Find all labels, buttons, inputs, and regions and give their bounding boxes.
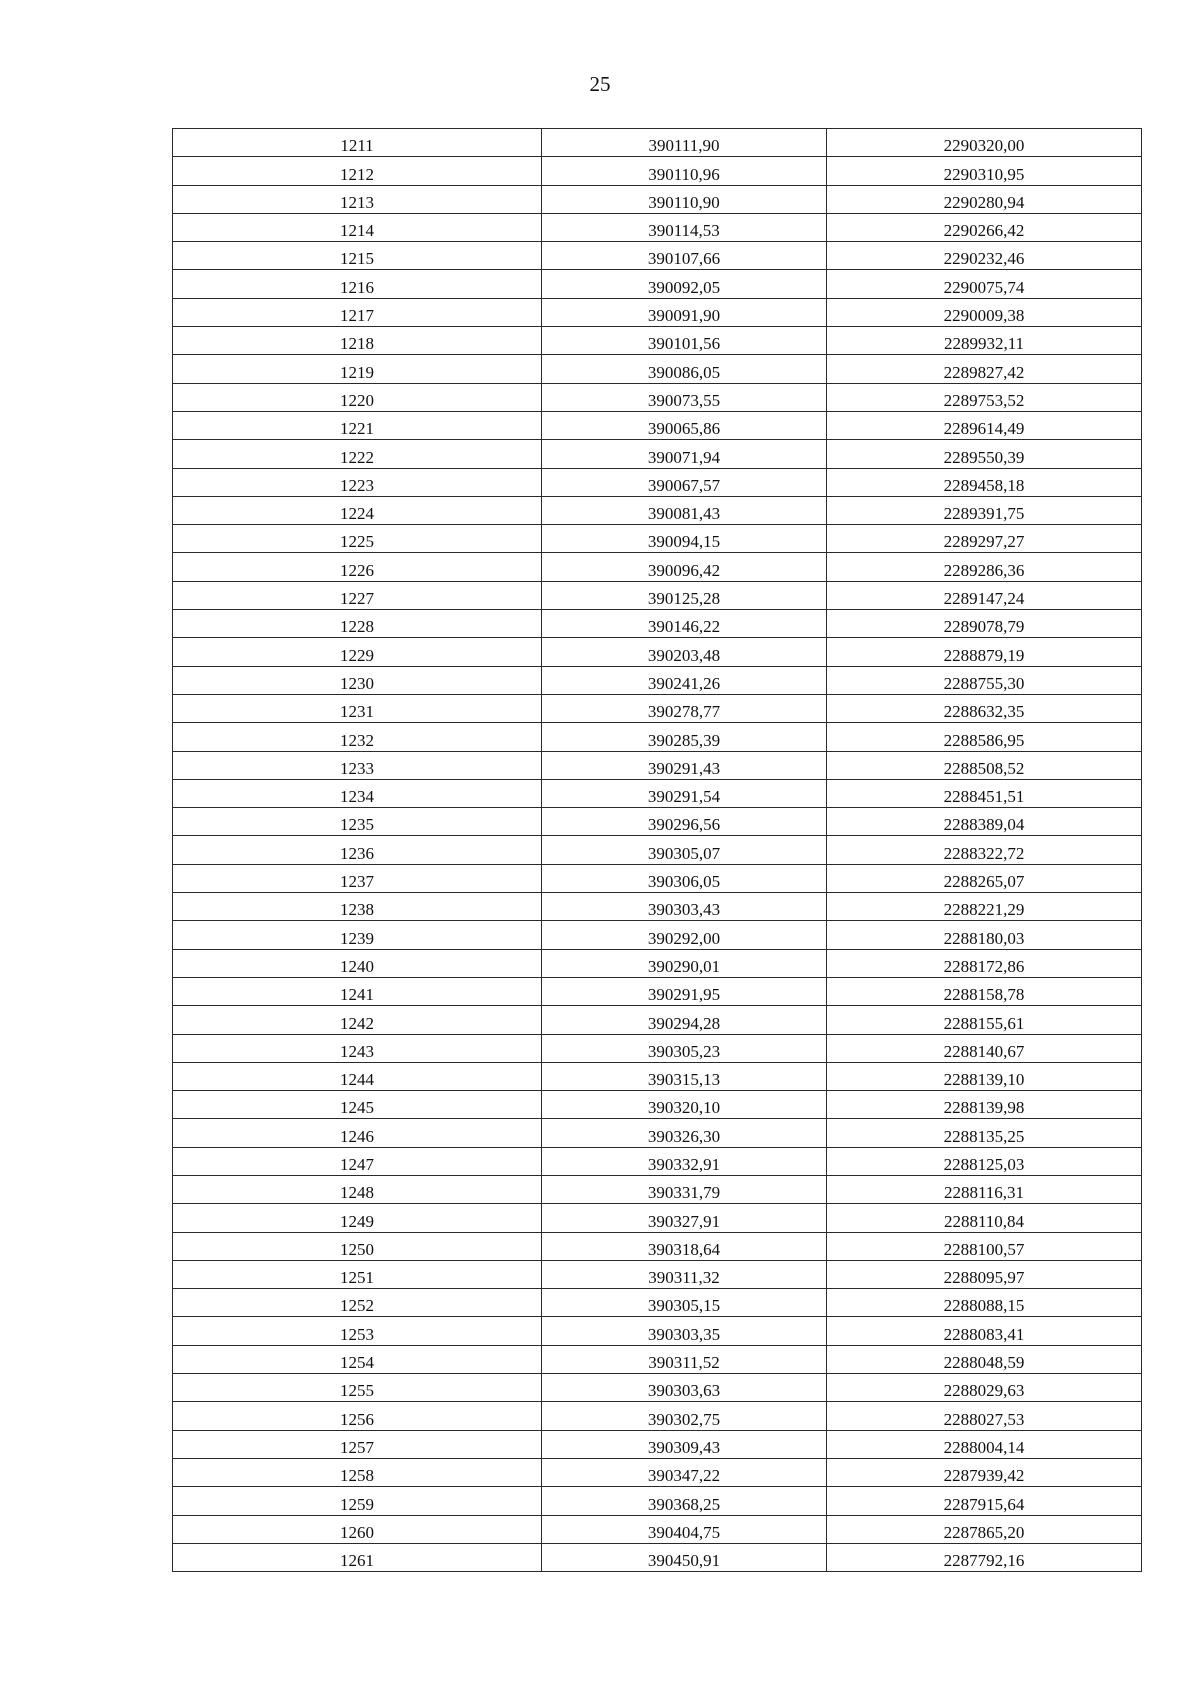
x-coordinate-cell: 390332,91 [542,1147,827,1175]
point-number-cell: 1260 [173,1515,542,1543]
x-coordinate-cell: 390318,64 [542,1232,827,1260]
x-coordinate-cell: 390302,75 [542,1402,827,1430]
point-number-cell: 1227 [173,581,542,609]
x-coordinate-cell: 390291,43 [542,751,827,779]
y-coordinate-cell: 2288029,63 [827,1374,1142,1402]
y-coordinate-cell: 2289827,42 [827,355,1142,383]
table-row [173,1034,1142,1062]
table-row [173,1374,1142,1402]
x-coordinate-cell: 390305,23 [542,1034,827,1062]
x-coordinate-cell: 390125,28 [542,581,827,609]
point-number-cell: 1250 [173,1232,542,1260]
y-coordinate-cell: 2288632,35 [827,694,1142,722]
x-coordinate-cell: 390278,77 [542,694,827,722]
y-coordinate-cell: 2290009,38 [827,298,1142,326]
x-coordinate-cell: 390081,43 [542,496,827,524]
point-number-cell: 1257 [173,1430,542,1458]
point-number-cell: 1224 [173,496,542,524]
y-coordinate-cell: 2288180,03 [827,921,1142,949]
y-coordinate-cell: 2287939,42 [827,1458,1142,1486]
table-row [173,270,1142,298]
table-row [173,525,1142,553]
y-coordinate-cell: 2288158,78 [827,977,1142,1005]
table-row [173,327,1142,355]
x-coordinate-cell: 390110,96 [542,157,827,185]
y-coordinate-cell: 2288125,03 [827,1147,1142,1175]
table-row [173,610,1142,638]
point-number-cell: 1232 [173,723,542,751]
table-row [173,977,1142,1005]
point-number-cell: 1258 [173,1458,542,1486]
table-row [173,383,1142,411]
y-coordinate-cell: 2289391,75 [827,496,1142,524]
x-coordinate-cell: 390309,43 [542,1430,827,1458]
table-row [173,751,1142,779]
page-number: 25 [589,72,611,96]
y-coordinate-cell: 2288083,41 [827,1317,1142,1345]
x-coordinate-cell: 390091,90 [542,298,827,326]
point-number-cell: 1239 [173,921,542,949]
table-row [173,1006,1142,1034]
table-row [173,921,1142,949]
y-coordinate-cell: 2290280,94 [827,185,1142,213]
point-number-cell: 1252 [173,1289,542,1317]
table-row [173,1430,1142,1458]
x-coordinate-cell: 390305,15 [542,1289,827,1317]
y-coordinate-cell: 2288755,30 [827,666,1142,694]
y-coordinate-cell: 2288172,86 [827,949,1142,977]
point-number-cell: 1244 [173,1062,542,1090]
y-coordinate-cell: 2289753,52 [827,383,1142,411]
table-row [173,129,1142,157]
table-row [173,864,1142,892]
x-coordinate-cell: 390303,43 [542,893,827,921]
table-row [173,411,1142,439]
y-coordinate-cell: 2287915,64 [827,1487,1142,1515]
x-coordinate-cell: 390327,91 [542,1204,827,1232]
table-row [173,638,1142,666]
x-coordinate-cell: 390450,91 [542,1543,827,1571]
point-number-cell: 1237 [173,864,542,892]
point-number-cell: 1246 [173,1119,542,1147]
y-coordinate-cell: 2289458,18 [827,468,1142,496]
table-row [173,355,1142,383]
y-coordinate-cell: 2288095,97 [827,1260,1142,1288]
table-row [173,893,1142,921]
table-row [173,1204,1142,1232]
y-coordinate-cell: 2288048,59 [827,1345,1142,1373]
x-coordinate-cell: 390290,01 [542,949,827,977]
table-row [173,185,1142,213]
x-coordinate-cell: 390086,05 [542,355,827,383]
point-number-cell: 1213 [173,185,542,213]
y-coordinate-cell: 2288221,29 [827,893,1142,921]
point-number-cell: 1255 [173,1374,542,1402]
point-number-cell: 1217 [173,298,542,326]
table-row [173,949,1142,977]
point-number-cell: 1253 [173,1317,542,1345]
table-row [173,1062,1142,1090]
table-row [173,468,1142,496]
table-row [173,1317,1142,1345]
y-coordinate-cell: 2290266,42 [827,213,1142,241]
point-number-cell: 1235 [173,808,542,836]
x-coordinate-cell: 390291,95 [542,977,827,1005]
coordinates-table [172,128,1142,1572]
table-row [173,723,1142,751]
x-coordinate-cell: 390294,28 [542,1006,827,1034]
y-coordinate-cell: 2288110,84 [827,1204,1142,1232]
x-coordinate-cell: 390291,54 [542,779,827,807]
table-row [173,808,1142,836]
point-number-cell: 1215 [173,242,542,270]
y-coordinate-cell: 2288265,07 [827,864,1142,892]
table-row [173,1147,1142,1175]
x-coordinate-cell: 390296,56 [542,808,827,836]
point-number-cell: 1218 [173,327,542,355]
y-coordinate-cell: 2288389,04 [827,808,1142,836]
x-coordinate-cell: 390292,00 [542,921,827,949]
y-coordinate-cell: 2289932,11 [827,327,1142,355]
point-number-cell: 1211 [173,129,542,157]
point-number-cell: 1249 [173,1204,542,1232]
y-coordinate-cell: 2288451,51 [827,779,1142,807]
x-coordinate-cell: 390311,52 [542,1345,827,1373]
table-row [173,298,1142,326]
table-row [173,581,1142,609]
x-coordinate-cell: 390110,90 [542,185,827,213]
point-number-cell: 1234 [173,779,542,807]
table-row [173,1345,1142,1373]
x-coordinate-cell: 390065,86 [542,411,827,439]
y-coordinate-cell: 2289550,39 [827,440,1142,468]
table-row [173,242,1142,270]
table-row [173,1119,1142,1147]
x-coordinate-cell: 390203,48 [542,638,827,666]
table-row [173,496,1142,524]
x-coordinate-cell: 390073,55 [542,383,827,411]
point-number-cell: 1219 [173,355,542,383]
table-row [173,1175,1142,1203]
y-coordinate-cell: 2289297,27 [827,525,1142,553]
point-number-cell: 1226 [173,553,542,581]
y-coordinate-cell: 2290320,00 [827,129,1142,157]
point-number-cell: 1243 [173,1034,542,1062]
table-row [173,1232,1142,1260]
table-row [173,1487,1142,1515]
y-coordinate-cell: 2290310,95 [827,157,1142,185]
y-coordinate-cell: 2288135,25 [827,1119,1142,1147]
y-coordinate-cell: 2288879,19 [827,638,1142,666]
table-row [173,213,1142,241]
point-number-cell: 1254 [173,1345,542,1373]
point-number-cell: 1214 [173,213,542,241]
point-number-cell: 1233 [173,751,542,779]
x-coordinate-cell: 390303,35 [542,1317,827,1345]
y-coordinate-cell: 2289614,49 [827,411,1142,439]
y-coordinate-cell: 2288004,14 [827,1430,1142,1458]
y-coordinate-cell: 2288508,52 [827,751,1142,779]
table-row [173,1289,1142,1317]
x-coordinate-cell: 390326,30 [542,1119,827,1147]
x-coordinate-cell: 390107,66 [542,242,827,270]
y-coordinate-cell: 2289147,24 [827,581,1142,609]
y-coordinate-cell: 2288027,53 [827,1402,1142,1430]
y-coordinate-cell: 2290232,46 [827,242,1142,270]
x-coordinate-cell: 390094,15 [542,525,827,553]
table-row [173,694,1142,722]
table-row [173,1260,1142,1288]
point-number-cell: 1212 [173,157,542,185]
x-coordinate-cell: 390146,22 [542,610,827,638]
point-number-cell: 1241 [173,977,542,1005]
table-row [173,1091,1142,1119]
x-coordinate-cell: 390368,25 [542,1487,827,1515]
y-coordinate-cell: 2288100,57 [827,1232,1142,1260]
y-coordinate-cell: 2288139,10 [827,1062,1142,1090]
table-row [173,779,1142,807]
x-coordinate-cell: 390303,63 [542,1374,827,1402]
y-coordinate-cell: 2288140,67 [827,1034,1142,1062]
point-number-cell: 1216 [173,270,542,298]
point-number-cell: 1220 [173,383,542,411]
x-coordinate-cell: 390331,79 [542,1175,827,1203]
x-coordinate-cell: 390101,56 [542,327,827,355]
point-number-cell: 1228 [173,610,542,638]
coordinates-table-body [173,129,1142,1572]
x-coordinate-cell: 390114,53 [542,213,827,241]
y-coordinate-cell: 2288116,31 [827,1175,1142,1203]
x-coordinate-cell: 390071,94 [542,440,827,468]
point-number-cell: 1245 [173,1091,542,1119]
x-coordinate-cell: 390311,32 [542,1260,827,1288]
x-coordinate-cell: 390315,13 [542,1062,827,1090]
y-coordinate-cell: 2288322,72 [827,836,1142,864]
y-coordinate-cell: 2288088,15 [827,1289,1142,1317]
point-number-cell: 1261 [173,1543,542,1571]
table-row [173,440,1142,468]
point-number-cell: 1251 [173,1260,542,1288]
table-row [173,666,1142,694]
point-number-cell: 1242 [173,1006,542,1034]
table-row [173,1543,1142,1571]
x-coordinate-cell: 390096,42 [542,553,827,581]
x-coordinate-cell: 390067,57 [542,468,827,496]
x-coordinate-cell: 390241,26 [542,666,827,694]
table-row [173,1402,1142,1430]
x-coordinate-cell: 390404,75 [542,1515,827,1543]
point-number-cell: 1230 [173,666,542,694]
y-coordinate-cell: 2289078,79 [827,610,1142,638]
point-number-cell: 1222 [173,440,542,468]
x-coordinate-cell: 390111,90 [542,129,827,157]
point-number-cell: 1247 [173,1147,542,1175]
x-coordinate-cell: 390320,10 [542,1091,827,1119]
point-number-cell: 1256 [173,1402,542,1430]
y-coordinate-cell: 2288139,98 [827,1091,1142,1119]
table-row [173,1458,1142,1486]
point-number-cell: 1236 [173,836,542,864]
y-coordinate-cell: 2289286,36 [827,553,1142,581]
x-coordinate-cell: 390305,07 [542,836,827,864]
point-number-cell: 1259 [173,1487,542,1515]
point-number-cell: 1225 [173,525,542,553]
point-number-cell: 1238 [173,893,542,921]
table-row [173,1515,1142,1543]
point-number-cell: 1221 [173,411,542,439]
table-row [173,836,1142,864]
y-coordinate-cell: 2287865,20 [827,1515,1142,1543]
point-number-cell: 1223 [173,468,542,496]
point-number-cell: 1231 [173,694,542,722]
x-coordinate-cell: 390092,05 [542,270,827,298]
x-coordinate-cell: 390347,22 [542,1458,827,1486]
point-number-cell: 1240 [173,949,542,977]
x-coordinate-cell: 390285,39 [542,723,827,751]
y-coordinate-cell: 2288155,61 [827,1006,1142,1034]
table-row [173,157,1142,185]
point-number-cell: 1229 [173,638,542,666]
table-row [173,553,1142,581]
y-coordinate-cell: 2290075,74 [827,270,1142,298]
y-coordinate-cell: 2288586,95 [827,723,1142,751]
y-coordinate-cell: 2287792,16 [827,1543,1142,1571]
point-number-cell: 1248 [173,1175,542,1203]
x-coordinate-cell: 390306,05 [542,864,827,892]
